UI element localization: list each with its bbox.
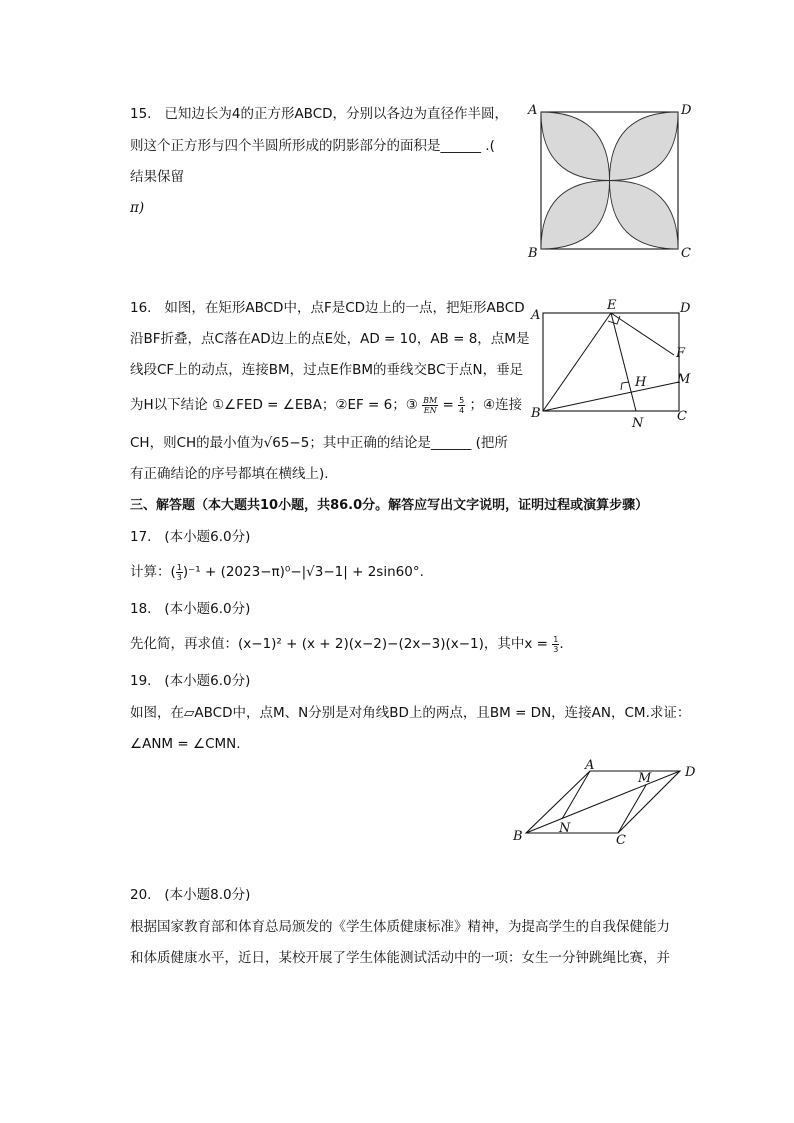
q16-line2: 沿BF折叠，点C落在AD边上的点E处，AD = 10，AB = 8，点M是	[130, 331, 530, 347]
q16-label-n: N	[632, 416, 644, 431]
q20-line1: 根据国家教育部和体育总局颁发的《学生体质健康标准》精神，为提高学生的自我保健能力	[130, 919, 670, 935]
q16-figure	[525, 295, 695, 430]
q19-score: (本小题6.0分)	[164, 673, 251, 689]
q17-rest: )⁻¹ + (2023−π)⁰−|√3−1| + 2sin60°.	[182, 564, 424, 580]
q16-label-e: E	[607, 298, 617, 313]
q15-label-b: B	[528, 246, 538, 261]
q19-line2: ∠ANM = ∠CMN.	[130, 736, 241, 752]
q15-label-c: C	[681, 246, 691, 261]
q15-petal-top-right	[610, 112, 679, 181]
q16-text-4a: 为H以下结论 ①∠FED = ∠EBA；②EF = 6；③	[130, 397, 418, 413]
q16-text-4c: ；④连接	[469, 397, 523, 413]
q17-frac-num: 1	[176, 562, 182, 572]
q20-line2: 和体质健康水平，近日，某校开展了学生体能测试活动中的一项：女生一分钟跳绳比赛，并	[130, 950, 670, 966]
q19-line-an	[562, 771, 590, 819]
q15-line3: 结果保留	[130, 169, 184, 185]
q16-number: 16.	[130, 300, 152, 316]
q16-line6: 有正确结论的序号都填在横线上).	[130, 466, 329, 482]
q19-label-n: N	[559, 821, 571, 836]
q16-frac-num: BM	[423, 395, 438, 405]
q15-text-1: 已知边长为4的正方形ABCD，分别以各边为直径作半圆，	[164, 106, 509, 122]
q19-line1: 如图，在▱ABCD中，点M、N分别是对角线BD上的两点，且BM = DN，连接AN，CM.求证：	[130, 705, 691, 721]
q17-score: (本小题6.0分)	[164, 529, 251, 545]
q16-frac2-num: 5	[459, 395, 465, 405]
q15-number: 15.	[130, 106, 152, 122]
q15-line1	[130, 104, 508, 124]
q19-label-d: D	[685, 765, 696, 780]
q18-frac-den: 3	[553, 644, 559, 654]
q16-line1	[130, 298, 525, 318]
q20-header	[130, 885, 250, 905]
q16-label-m: M	[677, 372, 691, 387]
q16-frac2-den: 4	[459, 405, 465, 415]
q19-number: 19.	[130, 673, 152, 689]
q18-header	[130, 599, 250, 619]
q18-end: .	[559, 636, 564, 652]
q15-petal-top-left	[541, 112, 610, 181]
q19-label-c: C	[616, 833, 626, 848]
q20-score: (本小题8.0分)	[164, 887, 251, 903]
q17-expression	[130, 562, 424, 582]
q16-label-f: F	[676, 346, 686, 361]
q18-score: (本小题6.0分)	[164, 601, 251, 617]
q17-header	[130, 527, 250, 547]
q17-number: 17.	[130, 529, 152, 545]
q16-line3: 线段CF上的动点，连接BM，过点E作BM的垂线交BC于点N，垂足	[130, 362, 524, 378]
q18-frac-num: 1	[553, 634, 559, 644]
q16-line-be	[543, 313, 611, 411]
q16-fraction-5-4	[458, 396, 465, 415]
q15-figure	[525, 100, 695, 260]
q16-fraction-bm-en	[422, 396, 438, 415]
q17-fraction	[176, 563, 183, 582]
q17-prefix: 计算：(	[130, 564, 176, 580]
q15-label-a: A	[528, 103, 538, 118]
q16-text-1: 如图，在矩形ABCD中，点F是CD边上的一点，把矩形ABCD	[164, 300, 525, 316]
q19-label-m: M	[638, 771, 652, 786]
q15-label-d: D	[681, 103, 692, 118]
q16-label-h: H	[635, 375, 647, 390]
q16-text-4b: =	[442, 397, 459, 413]
q16-line-bm	[543, 382, 679, 411]
q16-label-b: B	[531, 406, 541, 421]
q19-header	[130, 671, 250, 691]
q15-petal-bottom-right	[610, 181, 679, 250]
section-3-title: 三、解答题（本大题共10小题，共86.0分。解答应写出文字说明，证明过程或演算步骤）	[130, 498, 649, 513]
q16-label-c: C	[677, 409, 687, 424]
q15-petal-bottom-left	[541, 181, 610, 250]
q16-frac-den: EN	[423, 405, 437, 415]
q18-expression	[130, 634, 564, 654]
q18-text: 先化简，再求值：(x−1)² + (x + 2)(x−2)−(2x−3)(x−1)，其中x =	[130, 636, 553, 652]
q16-label-a: A	[531, 308, 541, 323]
q16-label-d: D	[680, 301, 691, 316]
q19-label-b: B	[513, 829, 523, 844]
q20-number: 20.	[130, 887, 152, 903]
q16-right-angle-h	[621, 382, 629, 390]
q16-line5: CH，则CH的最小值为√65−5；其中正确的结论是______ (把所	[130, 435, 508, 451]
q15-line2: 则这个正方形与四个半圆所形成的阴影部分的面积是______ .(	[130, 138, 495, 154]
q16-line4	[130, 395, 522, 415]
q18-number: 18.	[130, 601, 152, 617]
q19-label-a: A	[585, 758, 595, 773]
q19-diagonal-bd	[526, 771, 680, 833]
q19-figure	[510, 757, 710, 852]
q17-frac-den: 3	[176, 572, 182, 582]
q15-line4: π)	[130, 200, 145, 216]
